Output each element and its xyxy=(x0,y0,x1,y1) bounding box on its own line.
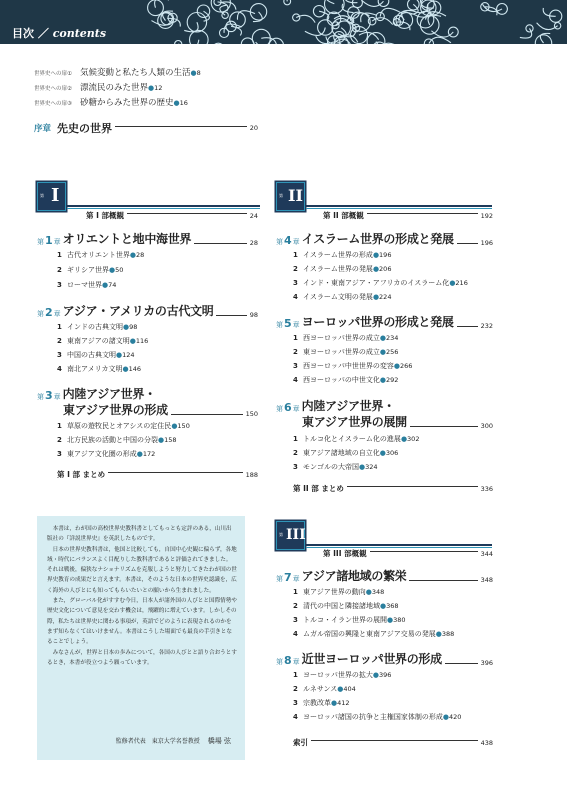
chapter-7-heading[interactable]: 第 7 章 アジア諸地域の繁栄 348 xyxy=(276,569,493,584)
section-6-3[interactable]: 3 モンゴルの大帝国●324 xyxy=(293,463,378,471)
section-8-3[interactable]: 3 宗教改革●412 xyxy=(293,699,350,707)
section-4-1[interactable]: 1 イスラーム世界の形成●196 xyxy=(293,251,392,259)
section-7-2[interactable]: 2 清代の中国と隣接諸地域●368 xyxy=(293,602,399,610)
section-8-4[interactable]: 4 ヨーロッパ諸国の抗争と主権国家体制の形成●420 xyxy=(293,713,462,721)
chapter-6-heading-line1[interactable]: 第 6 章 内陸アジア世界・ xyxy=(276,399,395,414)
section-7-3[interactable]: 3 トルコ・イラン世界の展開●380 xyxy=(293,616,406,624)
section-2-4[interactable]: 4 南北アメリカ文明●146 xyxy=(57,365,142,373)
header-floral-pattern xyxy=(145,0,567,44)
preface-paragraph: 日本の世界史教科書は，他国と比較しても，自国中心史観に偏らず，各地域・時代にバランスよく目配りした教科書であると評価されてきました。それは戦後，偏狭なナショナリズムを克服しようと努力してきたわが国の世界史教育の成果だと言えます。本書は，そのような日本の世界史認識を，広く海外の人びとにも知ってもらいたいとの願いから生まれました。 xyxy=(47,546,237,594)
preface-paragraph: 本書は，わが国の高校世界史教科書としてもっとも定評のある，山川出版社の『詳説世界史』を英訳したものです。 xyxy=(47,526,232,543)
preface-box xyxy=(37,516,245,760)
title-main: 目次 xyxy=(12,27,34,40)
chapter-5-heading[interactable]: 第 5 章 ヨーロッパ世界の形成と発展 232 xyxy=(276,315,493,330)
section-3-2[interactable]: 2 北方民族の活動と中国の分裂●158 xyxy=(57,436,177,444)
bullet-dot: ● xyxy=(190,69,197,77)
section-1-3[interactable]: 3 ローマ世界●74 xyxy=(57,281,117,289)
preface-signature: 監修者代表 東京大学名誉教授 橋場 弦 xyxy=(115,737,231,745)
section-8-1[interactable]: 1 ヨーロッパ世界の拡大●396 xyxy=(293,671,392,679)
page-header xyxy=(0,0,567,44)
preface-paragraph: みなさんが，世界と日本の歩みについて，各国の人びとと語り合おうとするとき，本書が役立つよう願っています。 xyxy=(47,649,237,666)
preface-paragraph: また，グローバル化がすすむ今日，日本人が諸外国の人びとと国際情勢や歴史文化について意見を交わす機会は，飛躍的に増えています。しかしその際，私たちは世界史に関わる事項が，英語でどのように表現されるのかをまず知らなくてはいけません。本書はこうした場面でも最良の手引きとなることでしょう。 xyxy=(47,598,237,646)
section-2-3[interactable]: 3 中国の古典文明●124 xyxy=(57,351,135,359)
section-5-3[interactable]: 3 西ヨーロッパ中世世界の変容●266 xyxy=(293,362,413,370)
section-2-2[interactable]: 2 東南アジアの諸文明●116 xyxy=(57,337,149,345)
part2-overview[interactable]: 第 II 部概観 192 xyxy=(323,211,493,220)
section-5-2[interactable]: 2 東ヨーロッパ世界の成立●256 xyxy=(293,348,399,356)
prologue-entry[interactable]: 序章 先史の世界 20 xyxy=(34,122,258,135)
part1-overview[interactable]: 第 I 部概観 24 xyxy=(86,211,258,220)
chapter-2-heading[interactable]: 第 2 章 アジア・アメリカの古代文明 98 xyxy=(37,304,258,319)
intro-item-1[interactable]: 世界史への扉① 気候変動と私たち人類の生活●8 xyxy=(34,68,201,78)
section-3-1[interactable]: 1 草原の遊牧民とオアシスの定住民●150 xyxy=(57,422,190,430)
part1-rule xyxy=(67,205,260,207)
page-title xyxy=(12,25,106,41)
section-2-1[interactable]: 1 インドの古典文明●98 xyxy=(57,323,138,331)
chapter-6-heading-line2[interactable]: 東アジア世界の展開 300 xyxy=(302,415,493,430)
section-7-1[interactable]: 1 東アジア世界の動向●348 xyxy=(293,588,385,596)
part2-rule xyxy=(306,205,492,207)
part1-badge: 第 I xyxy=(37,182,66,211)
section-5-4[interactable]: 4 西ヨーロッパの中世文化●292 xyxy=(293,376,399,384)
chapter-8-heading[interactable]: 第 8 章 近世ヨーロッパ世界の形成 396 xyxy=(276,652,493,667)
chapter-3-heading-line1[interactable]: 第 3 章 内陸アジア世界・ xyxy=(37,387,156,402)
section-5-1[interactable]: 1 西ヨーロッパ世界の成立●234 xyxy=(293,334,399,342)
intro-item-3[interactable]: 世界史への扉③ 砂糖からみた世界の歴史●16 xyxy=(34,98,188,108)
title-sub: contents xyxy=(52,27,107,40)
floral-pattern-image xyxy=(145,0,567,44)
section-4-4[interactable]: 4 イスラーム文明の発展●224 xyxy=(293,293,392,301)
preface-body xyxy=(47,524,237,668)
section-7-4[interactable]: 4 ムガル帝国の興隆と東南アジア交易の発展●388 xyxy=(293,630,455,638)
section-1-1[interactable]: 1 古代オリエント世界●28 xyxy=(57,251,145,259)
part3-badge: 第 III xyxy=(276,521,305,550)
section-6-2[interactable]: 2 東アジア諸地域の自立化●306 xyxy=(293,449,399,457)
index-entry[interactable]: 索引 438 xyxy=(293,738,493,747)
title-separator: ／ xyxy=(37,27,49,40)
chapter-4-heading[interactable]: 第 4 章 イスラーム世界の形成と発展 196 xyxy=(276,232,493,247)
bullet-dot: ● xyxy=(173,99,180,107)
part1-summary[interactable]: 第 I 部 まとめ 188 xyxy=(57,470,258,479)
header-title-block xyxy=(0,0,145,44)
section-4-3[interactable]: 3 インド・東南アジア・アフリカのイスラーム化●216 xyxy=(293,279,468,287)
section-1-2[interactable]: 2 ギリシア世界●50 xyxy=(57,266,124,274)
chapter-3-heading-line2[interactable]: 東アジア世界の形成 150 xyxy=(63,403,258,418)
part2-badge: 第 II xyxy=(276,182,305,211)
section-8-2[interactable]: 2 ルネサンス●404 xyxy=(293,685,356,693)
part3-rule xyxy=(306,544,492,546)
chapter-1-heading[interactable]: 第 1 章 オリエントと地中海世界 28 xyxy=(37,232,258,247)
section-3-3[interactable]: 3 東アジア文化圏の形成●172 xyxy=(57,450,156,458)
part3-overview[interactable]: 第 III 部概観 344 xyxy=(323,549,493,558)
section-4-2[interactable]: 2 イスラーム世界の発展●206 xyxy=(293,265,392,273)
intro-item-2[interactable]: 世界史への扉② 漂流民のみた世界●12 xyxy=(34,83,163,93)
bullet-dot: ● xyxy=(148,84,155,92)
section-6-1[interactable]: 1 トルコ化とイスラーム化の進展●302 xyxy=(293,435,420,443)
part2-summary[interactable]: 第 II 部 まとめ 336 xyxy=(293,484,493,493)
